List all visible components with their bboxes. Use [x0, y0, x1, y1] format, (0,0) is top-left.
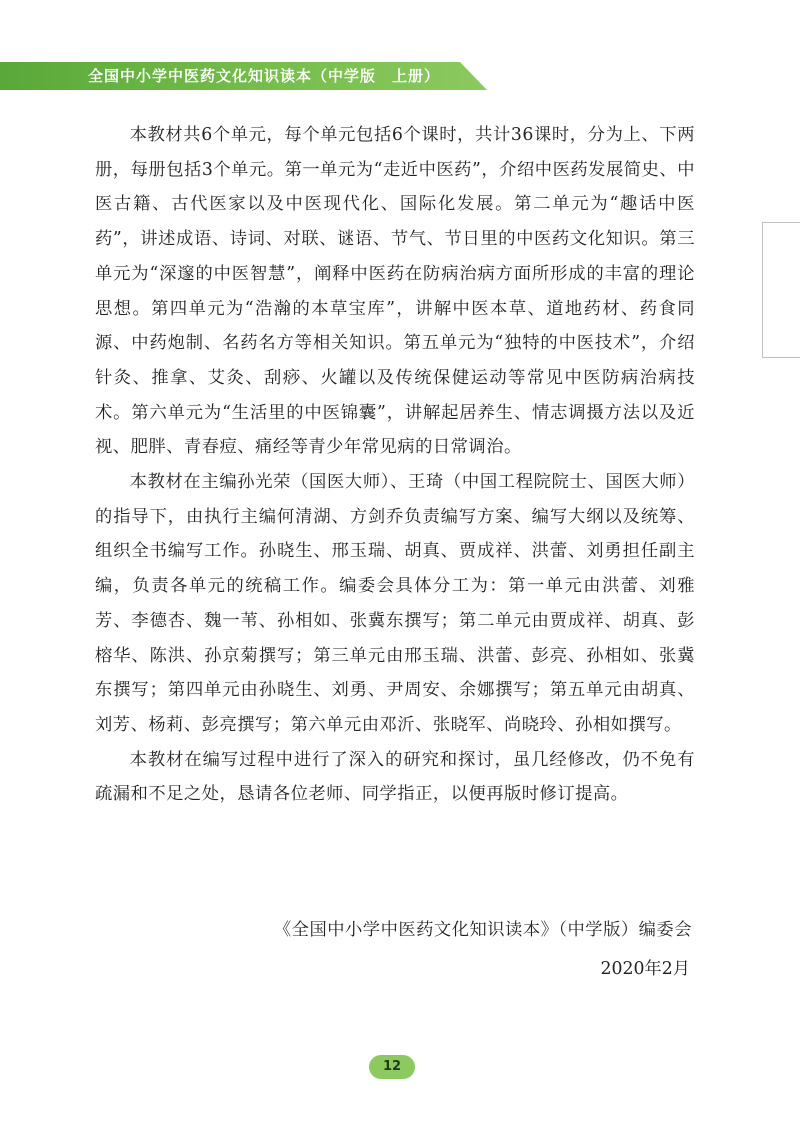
margin-tab-bottom-edge [762, 357, 800, 358]
running-header-title: 全国中小学中医药文化知识读本（中学版 上册） [88, 67, 441, 85]
paragraph-units-overview: 本教材共6个单元，每个单元包括6个课时，共计36课时，分为上、下两册，每册包括3个单元。第一单元为“走近中医药”，介绍中医药发展简史、中医古籍、古代医家以及中医现代化、国际化发展。第二单元为“趣话中医药”，讲述成语、诗词、对联、谜语、节气、节日里的中医药文化知识。第三单元为“深邃的中医智慧”，阐释中医药在防病治病方面所形成的丰富的理论思想。第四单元为“浩瀚的本草宝库”，讲解中医本草、道地药材、药食同源、中药炮制、名药名方等相关知识。第五单元为“独特的中医技术”，介绍针灸、推拿、艾灸、刮痧、火罐以及传统保健运动等常见中医防病治病技术。第六单元为“生活里的中医锦囊”，讲解起居养生、情志调摄方法以及近视、肥胖、青春痘、痛经等青少年常见病的日常调治。 [95, 125, 695, 458]
body-text [95, 118, 695, 812]
editorial-signature: 《全国中小学中医药文化知识读本》（中学版）编委会 [273, 920, 692, 940]
margin-tab-line [762, 222, 763, 358]
page-number-badge: 12 [369, 1055, 415, 1079]
margin-tab-top-edge [762, 222, 800, 223]
paragraph-editors: 本教材在主编孙光荣（国医大师）、王琦（中国工程院院士、国医大师）的指导下，由执行主编何清湖、方剑乔负责编写方案、编写大纲以及统筹、组织全书编写工作。孙晓生、邢玉瑞、胡真、贾成祥、洪蕾、刘勇担任副主编，负责各单元的统稿工作。编委会具体分工为：第一单元由洪蕾、刘雅芳、李德杏、魏一苇、孙相如、张冀东撰写；第二单元由贾成祥、胡真、彭榕华、陈洪、孙京菊撰写；第三单元由邢玉瑞、洪蕾、彭亮、孙相如、张冀东撰写；第四单元由孙晓生、刘勇、尹周安、余娜撰写；第五单元由胡真、刘芳、杨莉、彭亮撰写；第六单元由邓沂、张晓军、尚晓玲、孙相如撰写。 [95, 472, 695, 735]
paragraph-closing: 本教材在编写过程中进行了深入的研究和探讨，虽几经修改，仍不免有疏漏和不足之处，恳请各位老师、同学指正，以便再版时修订提高。 [95, 749, 695, 805]
signature-date: 2020年2月 [600, 959, 690, 979]
